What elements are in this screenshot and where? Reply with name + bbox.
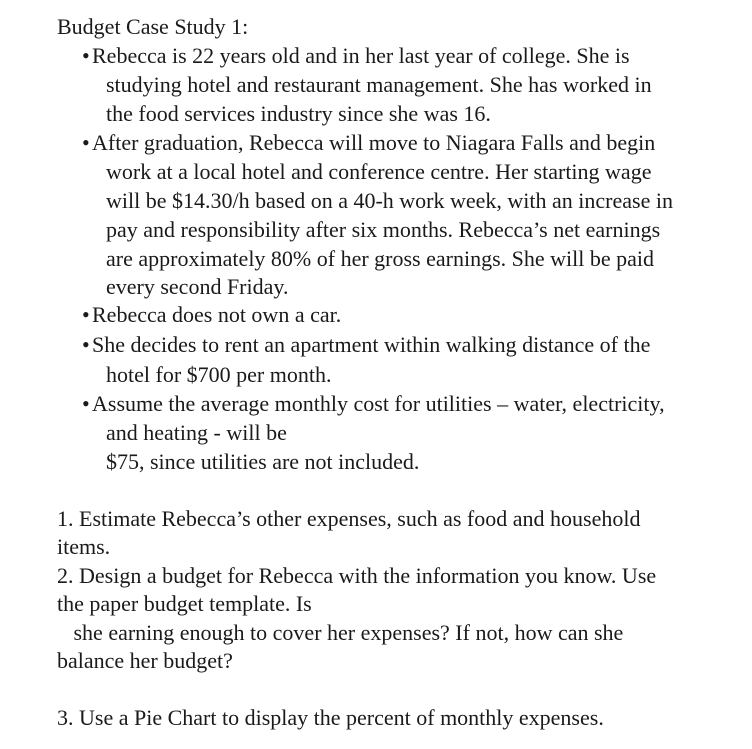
bullet-line: • Rebecca does not own a car. [82, 302, 342, 327]
question-line: balance her budget? [57, 648, 233, 673]
question-line: the paper budget template. Is [57, 591, 312, 616]
question-line: she earning enough to cover her expenses? If not, how can she [57, 620, 624, 645]
bullet-line: the food services industry since she was 16. [106, 101, 491, 126]
bullet-line: work at a local hotel and conference centre. Her starting wage [106, 159, 652, 184]
bullet-icon: • [82, 43, 90, 68]
bullet-line: every second Friday. [106, 274, 289, 299]
question-line: 3. Use a Pie Chart to display the percent of monthly expenses. [57, 705, 604, 730]
bullet-icon: • [82, 302, 90, 327]
case-study-title: Budget Case Study 1: [57, 14, 249, 39]
bullet-icon: • [82, 332, 90, 357]
bullet-line: pay and responsibility after six months. Rebecca’s net earnings [106, 217, 661, 242]
bullet-line: • Rebecca is 22 years old and in her last year of college. She is [82, 43, 630, 68]
question-line: items. [57, 534, 111, 559]
bullet-line: • Assume the average monthly cost for utilities – water, electricity, [82, 391, 665, 416]
question-line: 1. Estimate Rebecca’s other expenses, such as food and household [57, 506, 641, 531]
bullet-line: • After graduation, Rebecca will move to Niagara Falls and begin [82, 130, 656, 155]
bullet-line: will be $14.30/h based on a 40-h work week, with an increase in [106, 188, 673, 213]
bullet-line: • She decides to rent an apartment within walking distance of the [82, 332, 651, 357]
bullet-line: $75, since utilities are not included. [106, 449, 420, 474]
bullet-line: hotel for $700 per month. [106, 362, 332, 387]
bullet-icon: • [82, 391, 90, 416]
bullet-line: and heating - will be [106, 420, 287, 445]
bullet-icon: • [82, 130, 90, 155]
question-line: 2. Design a budget for Rebecca with the information you know. Use [57, 563, 657, 588]
bullet-line: are approximately 80% of her gross earnings. She will be paid [106, 246, 655, 271]
bullet-line: studying hotel and restaurant management. She has worked in [106, 72, 652, 97]
